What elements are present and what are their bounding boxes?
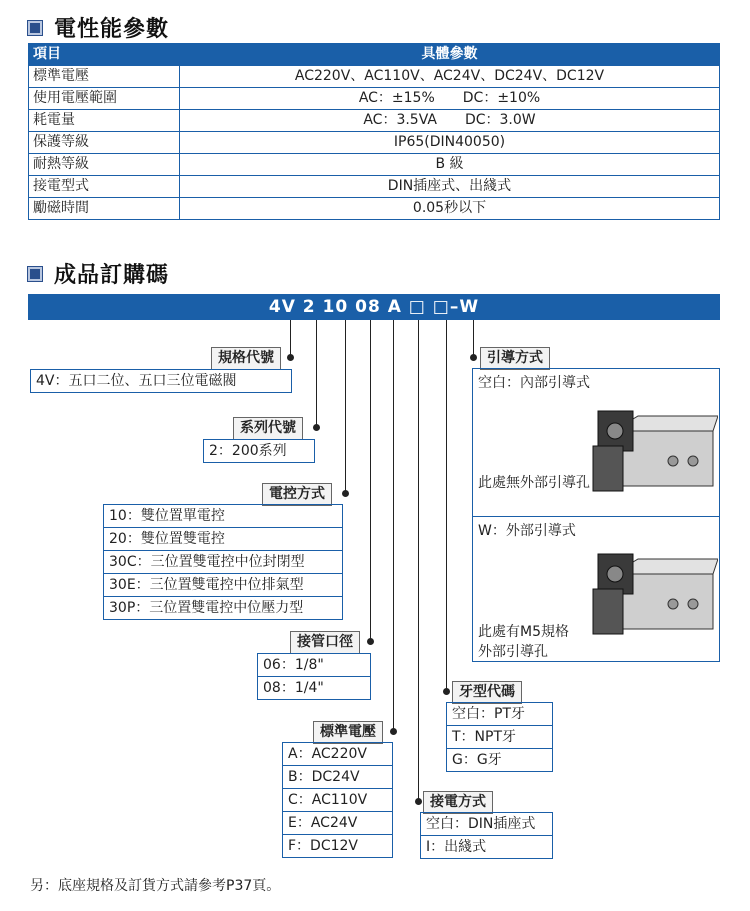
label-control-mode: 電控方式 xyxy=(262,483,332,506)
label-spec-code: 規格代號 xyxy=(211,347,281,370)
valve-external-image xyxy=(583,534,718,654)
connector-line xyxy=(370,320,371,642)
connector-dot xyxy=(470,354,477,361)
row-value: B 級 xyxy=(180,154,720,176)
pilot-options-box xyxy=(472,368,720,662)
list-item: G：G牙 xyxy=(452,752,502,768)
list-item: T：NPT牙 xyxy=(447,726,552,749)
list-item: F：DC12V xyxy=(288,838,358,854)
square-bullet-icon xyxy=(28,21,42,35)
connector-line xyxy=(345,320,346,494)
pilot-external-text: W：外部引導式 xyxy=(478,523,576,539)
header-item: 項目 xyxy=(29,44,180,66)
connector-line xyxy=(418,320,419,802)
table-row xyxy=(29,132,720,154)
table-row xyxy=(29,154,720,176)
connector-line xyxy=(290,320,291,358)
pilot-internal-note: 此處無外部引導孔 xyxy=(478,475,590,491)
port-size-box xyxy=(257,653,371,700)
pilot-external-note2: 外部引導孔 xyxy=(478,644,548,660)
header-params: 具體參數 xyxy=(180,44,720,66)
label-series-code: 系列代號 xyxy=(233,417,303,440)
connector-dot xyxy=(443,688,450,695)
label-voltage: 標準電壓 xyxy=(313,721,383,744)
list-item: C：AC110V xyxy=(283,789,392,812)
row-item: 勵磁時間 xyxy=(29,198,180,220)
table-row xyxy=(29,66,720,88)
list-item: 30C：三位置雙電控中位封閉型 xyxy=(104,551,342,574)
label-wiring: 接電方式 xyxy=(423,791,493,814)
square-bullet-icon xyxy=(28,267,42,281)
connector-dot xyxy=(342,490,349,497)
list-item: 30E：三位置雙電控中位排氣型 xyxy=(104,574,342,597)
row-item: 耐熱等級 xyxy=(29,154,180,176)
list-item: 08：1/4" xyxy=(263,680,324,696)
table-header-row xyxy=(29,44,720,66)
label-thread: 牙型代碼 xyxy=(452,681,522,704)
row-item: 接電型式 xyxy=(29,176,180,198)
row-value: AC220V、AC110V、AC24V、DC24V、DC12V xyxy=(180,66,720,88)
row-item: 保護等級 xyxy=(29,132,180,154)
row-item: 使用電壓範圍 xyxy=(29,88,180,110)
row-value: 0.05秒以下 xyxy=(180,198,720,220)
connector-dot xyxy=(390,728,397,735)
list-item: 空白：DIN插座式 xyxy=(421,813,552,836)
connector-dot xyxy=(313,424,320,431)
divider xyxy=(473,516,719,517)
row-value: AC：±15% DC：±10% xyxy=(180,88,720,110)
connector-dot xyxy=(287,354,294,361)
row-item: 耗電量 xyxy=(29,110,180,132)
series-code-box xyxy=(203,439,315,463)
section-order-header xyxy=(28,258,169,289)
control-mode-box xyxy=(103,504,343,620)
label-port-size: 接管口徑 xyxy=(290,631,360,654)
list-item: 空白：PT牙 xyxy=(447,703,552,726)
connector-dot xyxy=(367,638,374,645)
row-value: IP65(DIN40050) xyxy=(180,132,720,154)
row-value: DIN插座式、出綫式 xyxy=(180,176,720,198)
pilot-internal-text: 空白：內部引導式 xyxy=(478,375,590,391)
section-title: 成品訂購碼 xyxy=(54,263,170,288)
connector-dot xyxy=(415,798,422,805)
connector-line xyxy=(473,320,474,358)
table-row xyxy=(29,88,720,110)
list-item: I：出綫式 xyxy=(426,839,487,855)
order-code-bar: 4V 2 10 08 A □ □–W xyxy=(28,294,720,320)
table-row xyxy=(29,110,720,132)
list-item: 20：雙位置雙電控 xyxy=(104,528,342,551)
list-item: B：DC24V xyxy=(283,766,392,789)
wiring-box xyxy=(420,812,553,859)
table-row xyxy=(29,176,720,198)
electrical-spec-table xyxy=(28,43,720,220)
section-electrical-header xyxy=(28,12,169,43)
section-title: 電性能參數 xyxy=(54,17,170,42)
connector-line xyxy=(446,320,447,692)
table-row xyxy=(29,198,720,220)
connector-line xyxy=(316,320,317,428)
footnote: 另：底座規格及訂貨方式請參考P37頁。 xyxy=(30,878,281,894)
thread-box xyxy=(446,702,553,772)
list-item: E：AC24V xyxy=(283,812,392,835)
pilot-external-note1: 此處有M5規格 xyxy=(478,624,569,640)
spec-code-box xyxy=(30,369,292,393)
connector-line xyxy=(393,320,394,732)
list-item: 4V：五口二位、五口三位電磁閥 xyxy=(36,373,237,389)
list-item: 10：雙位置單電控 xyxy=(104,505,342,528)
valve-internal-image xyxy=(583,391,718,511)
list-item: 2：200系列 xyxy=(209,443,287,459)
voltage-box xyxy=(282,742,393,858)
list-item: A：AC220V xyxy=(283,743,392,766)
list-item: 06：1/8" xyxy=(258,654,370,677)
row-item: 標準電壓 xyxy=(29,66,180,88)
list-item: 30P：三位置雙電控中位壓力型 xyxy=(109,600,304,616)
row-value: AC：3.5VA DC：3.0W xyxy=(180,110,720,132)
label-pilot: 引導方式 xyxy=(480,347,550,370)
